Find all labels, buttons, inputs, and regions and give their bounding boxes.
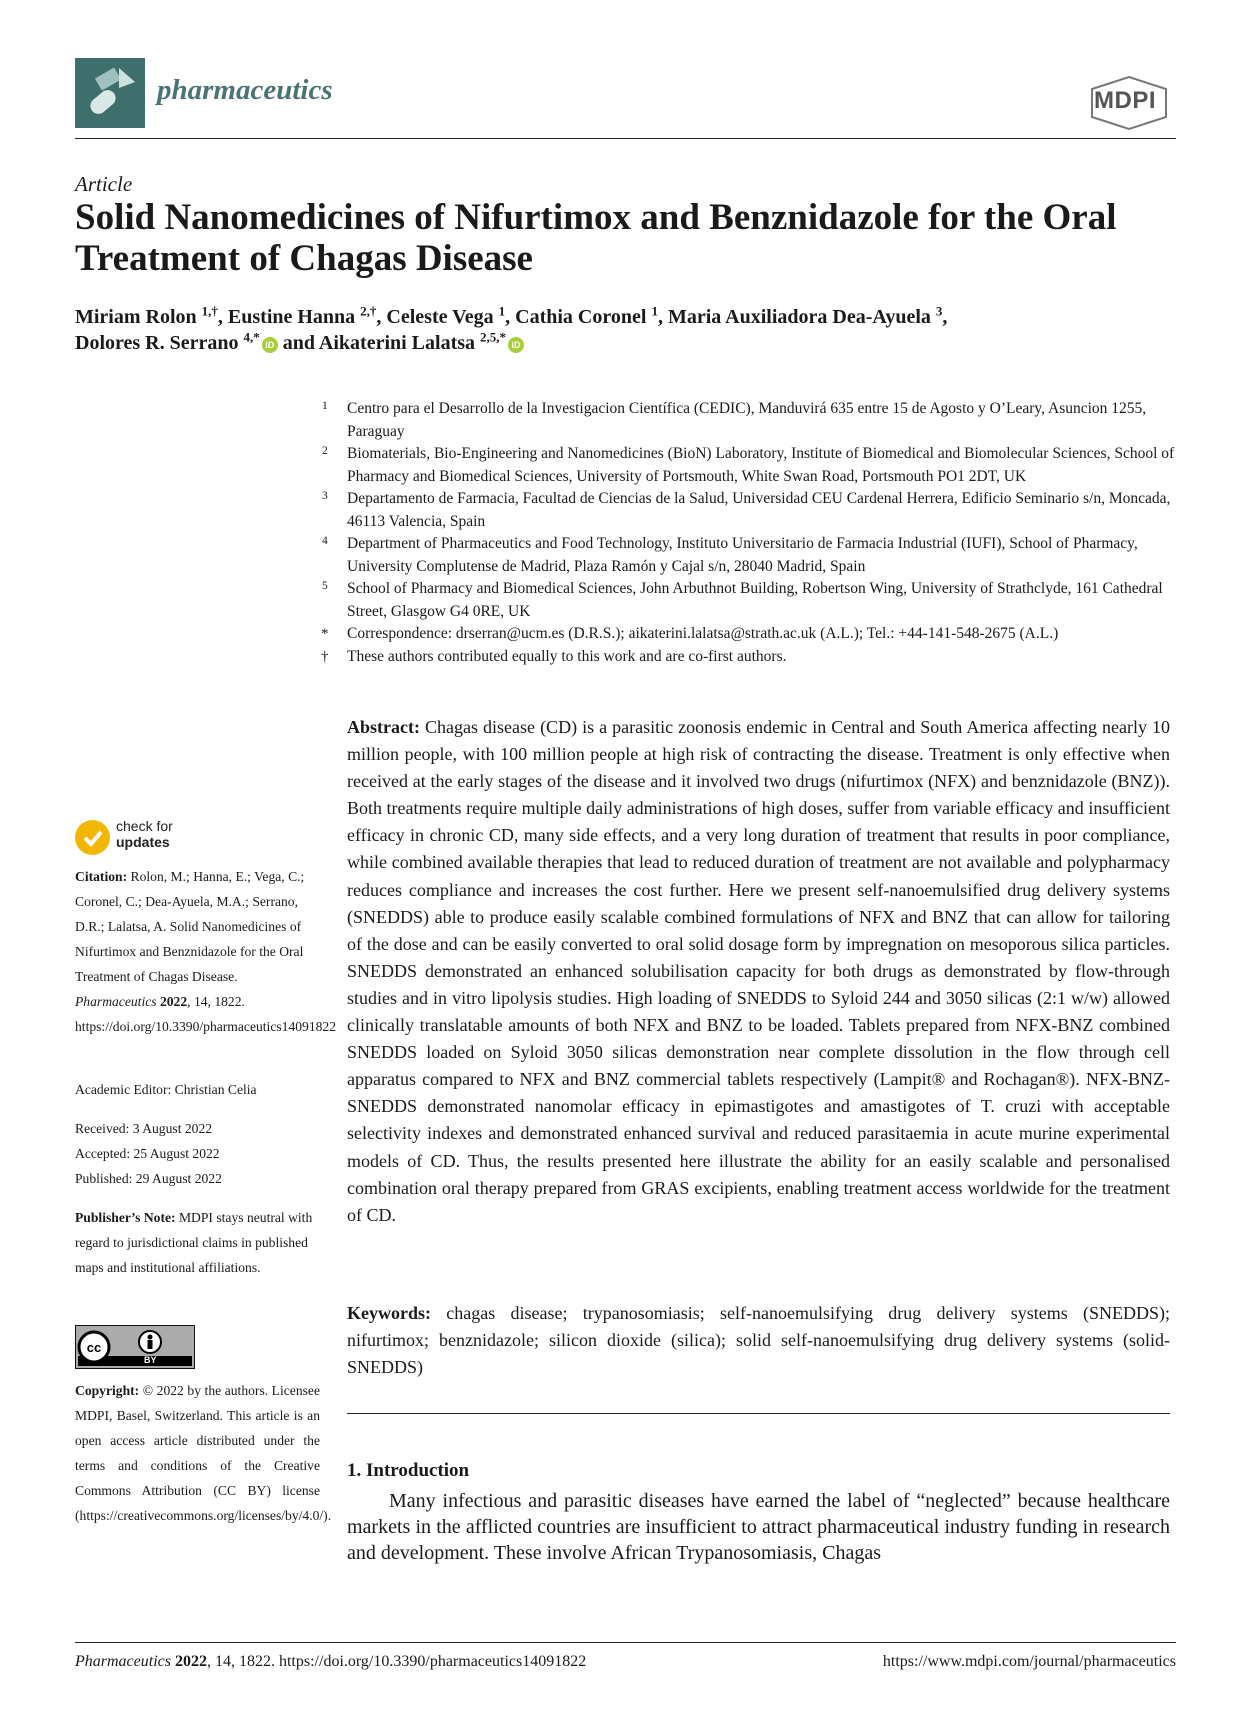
affiliations [321, 398, 1177, 668]
section-heading: 1. Introduction [347, 1460, 470, 1481]
body-paragraph: Many infectious and parasitic diseases have earned the label of “neglected” because healthcare markets in the afflicted countries are insufficient to attract pharmaceutical industry funding in research and development. These involve African Trypanosomiasis, Chagas [347, 1490, 1170, 1564]
author: Aikaterini Lalatsa $^{2,5,*}$iD [319, 332, 524, 354]
mdpi-logo-text: MDPI [1094, 87, 1156, 114]
journal-name: pharmaceutics [157, 74, 333, 106]
orcid-icon[interactable]: iD [508, 337, 524, 353]
check-for-updates-label[interactable]: check for updates [116, 818, 173, 850]
author: Eustine Hanna $^{2,\dagger}$ [227, 303, 377, 328]
abstract [347, 714, 1170, 1229]
academic-editor: Academic Editor: Christian Celia [75, 1082, 257, 1097]
abstract-text: Chagas disease (CD) is a parasitic zoonosis endemic in Central and South America affecting nearly 10 million people, with 100 million people at high risk of contracting the disease. Treatment is only effective when received at the early stages of the disease and it involved two drugs (nifurtimox (NFX) and benznidazole (BNZ)). Both treatments require multiple daily administrations of high doses, suffer from variable efficacy and insufficient efficacy in chronic CD, many side effects, and a very long duration of treatment that results in poor compliance, while combined available therapies that lead to reduced duration of treatment are not available and polypharmacy reduces compliance and increases the cost further. Here we present self-nanoemulsified drug delivery systems (SNEDDS) able to produce easily scalable combined formulations of NFX and BNZ that can allow for tailoring of the dose and can be easily converted to oral solid dosage form by impregnation on mesoporous silica particles. SNEDDS demonstrated an enhanced solubilisation capacity for both drugs as demonstrated by flow-through studies and in vitro lipolysis studies. High loading of SNEDDS to Syloid 244 and 3050 silicas (2:1 w/w) allowed clinically translatable amounts of both NFX and BNZ to be loaded. Tablets prepared from NFX-BNZ combined SNEDDS loaded on Syloid 3050 silicas demonstration near complete dissolution in the flow through cell apparatus compared to NFX and BNZ commercial tablets respectively (Lampit® and Rochagan®). NFX-BNZ-SNEDDS demonstrated nanomolar efficacy in epimastigotes and amastigotes of T. cruzi with acceptable selectivity indexes and demonstrated enhanced survival and reduced parasitaemia in acute murine experimental models of CD. Thus, the results presented here illustrate the ability for an easily scalable and personalised combination oral therapy prepared from GRAS excipients, enabling treatment access worldwide for the treatment of CD. [347, 717, 1170, 1225]
author-list: Miriam Rolon $^{1,\dagger}$, Eustine Hanna $^{2,\dagger}$, Celeste Vega $^1$, Cathia Coronel $^1$, Maria Auxiliadora Dea-Ayuela $^3$, Dolores R. Serrano $^{4,*}$iD and Aikaterini Lalatsa $^{2,5,*}$iD [75, 303, 948, 354]
accepted-date: Accepted: 25 August 2022 [75, 1146, 220, 1161]
author-connector: and [282, 332, 315, 354]
section-rule [347, 1413, 1170, 1414]
publisher-note: Publisher’s Note: MDPI stays neutral with regard to jurisdictional claims in published maps and institutional affiliations. [75, 1210, 313, 1275]
article-title: Solid Nanomedicines of Nifurtimox and Benznidazole for the Oral Treatment of Chagas Disease [75, 197, 1117, 279]
abstract-label: Abstract: [347, 717, 420, 737]
affiliation: 5 School of Pharmacy and Biomedical Sciences, John Arbuthnot Building, Robertson Wing, University of Strathclyde, 161 Cathedral Street, Glasgow G4 0RE, UK [322, 580, 1163, 620]
affiliation: 1 Centro para el Desarrollo de la Investigacion Científica (CEDIC), Manduvirá 635 entre 15 de Agosto y O’Leary, Asuncion 1255, Paraguay [322, 400, 1147, 440]
equal-contribution-note: † These authors contributed equally to this work and are co-first authors. [321, 647, 787, 665]
journal-logo [75, 58, 145, 128]
affiliation: 4 Department of Pharmaceutics and Food Technology, Instituto Universitario de Farmacia Industrial (IUFI), School of Pharmacy, University Complutense de Madrid, Plaza Ramón y Cajal s/n, 28040 Madrid, Spain [322, 535, 1138, 575]
received-date: Received: 3 August 2022 [75, 1121, 213, 1136]
author: Dolores R. Serrano $^{4,*}$iD [75, 332, 278, 354]
published-date: Published: 29 August 2022 [75, 1171, 222, 1186]
copyright: Copyright: © 2022 by the authors. Licensee MDPI, Basel, Switzerland. This article is an open access article distributed under the terms and conditions of the Creative Commons Attribution (CC BY) license (https://creativecommons.org/licenses/by/4.0/). [75, 1383, 332, 1523]
cc-by-label: BY [144, 1355, 157, 1365]
footer-citation: Pharmaceutics 2022, 14, 1822. https://doi.org/10.3390/pharmaceutics14091822 [75, 1653, 587, 1670]
author: Maria Auxiliadora Dea-Ayuela $^3$ [667, 303, 943, 328]
keywords [347, 1300, 1170, 1381]
article-type: Article [75, 172, 133, 196]
affiliation: 3 Departamento de Farmacia, Facultad de Ciencias de la Salud, Universidad CEU Cardenal Herrera, Edificio Seminario s/n, Moncada, 46113 Valencia, Spain [322, 490, 1171, 530]
cc-by-license-badge[interactable] [75, 1325, 195, 1369]
correspondence: * Correspondence: drserran@ucm.es (D.R.S.); aikaterini.lalatsa@strath.ac.uk (A.L.); Tel.: +44-141-548-2675 (A.L.) [321, 625, 1059, 642]
author: Cathia Coronel $^1$ [515, 303, 658, 328]
footer-url[interactable]: https://www.mdpi.com/journal/pharmaceutics [882, 1653, 1176, 1670]
affiliation: 2 Biomaterials, Bio-Engineering and Nanomedicines (BioN) Laboratory, Institute of Biomedical and Biomolecular Sciences, School of Pharmacy and Biomedical Sciences, University of Portsmouth, White Swan Road, Portsmouth PO1 2DT, UK [322, 445, 1175, 485]
author: Celeste Vega $^1$ [386, 303, 506, 328]
footer-rule [75, 1642, 1176, 1643]
author: Miriam Rolon $^{1,\dagger}$ [75, 303, 218, 328]
keywords-label: Keywords: [347, 1303, 431, 1323]
citation: Citation: Rolon, M.; Hanna, E.; Vega, C.; Coronel, C.; Dea-Ayuela, M.A.; Serrano, D.R.; Lalatsa, A. Solid Nanomedicines of Nifurtimox and Benznidazole for the Oral Treatment of Chagas Disease. Pharmaceutics 2022, 14, 1822. https://doi.org/10.3390/pharmaceutics14091822 [75, 869, 337, 1034]
svg-text:cc: cc [86, 1340, 102, 1355]
header-rule [75, 138, 1176, 139]
keywords-text: chagas disease; trypanosomiasis; self-nanoemulsifying drug delivery systems (SNEDDS); nifurtimox; benznidazole; silicon dioxide (silica); solid self-nanoemulsifying drug delivery systems (solid-SNEDDS) [347, 1303, 1170, 1377]
check-for-updates-icon[interactable] [75, 820, 110, 855]
orcid-icon[interactable]: iD [262, 337, 278, 353]
